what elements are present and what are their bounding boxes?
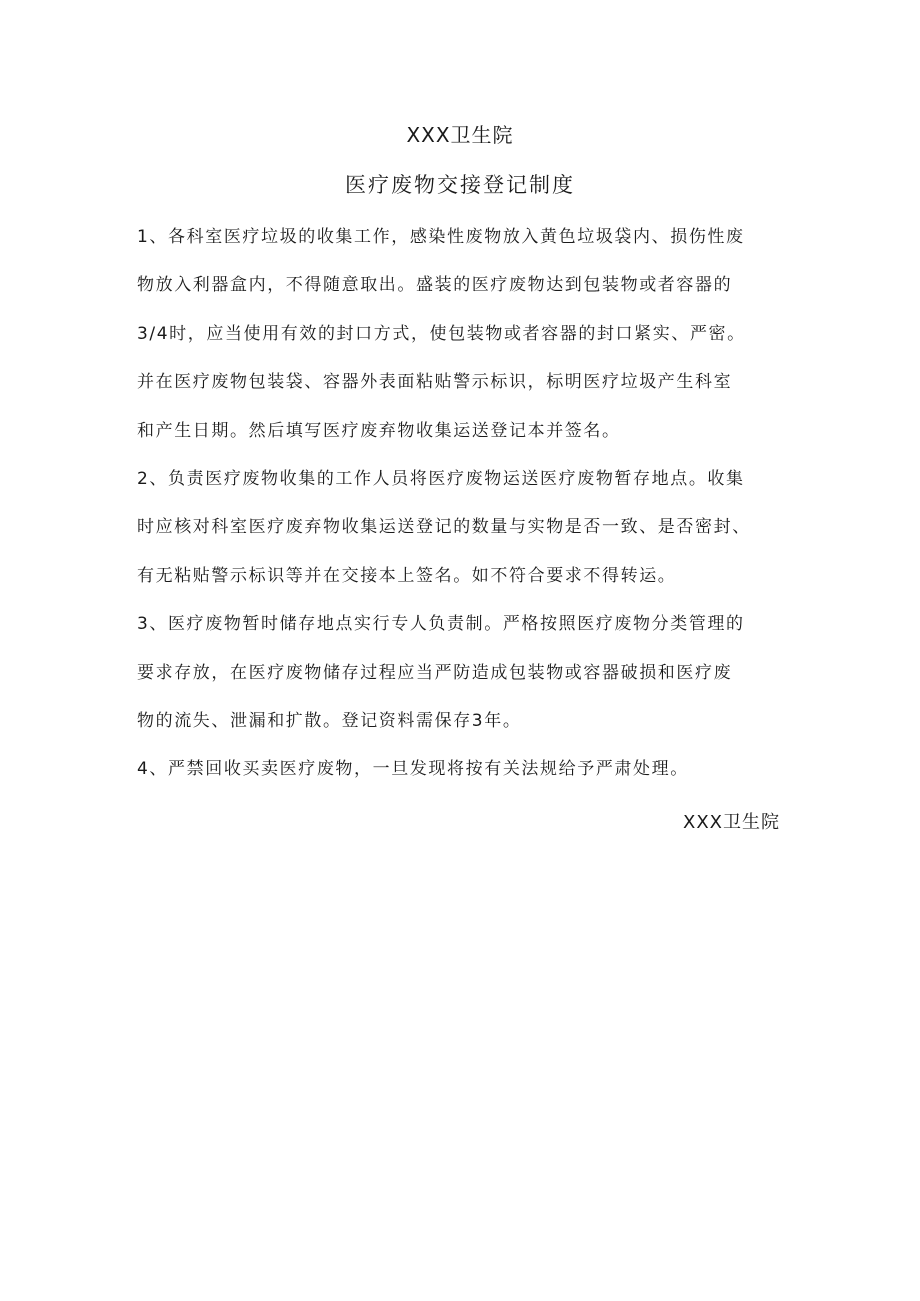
document-title: 医疗废物交接登记制度 [345, 173, 575, 197]
regulation-item-3 [137, 600, 787, 745]
regulation-body [137, 213, 787, 794]
hospital-name-heading: XXX卫生院 [406, 123, 514, 147]
text-line: 1、各科室医疗垃圾的收集工作，感染性废物放入黄色垃圾袋内、损伤性废 [137, 227, 745, 247]
regulation-item-2 [137, 455, 787, 600]
regulation-item-1 [137, 213, 787, 455]
regulation-item-4 [137, 745, 787, 793]
text-line: 要求存放，在医疗废物储存过程应当严防造成包装物或容器破损和医疗废 [137, 662, 733, 683]
signature-hospital-name: XXX卫生院 [683, 812, 780, 833]
text-line: 3、医疗废物暂时储存地点实行专人负责制。严格按照医疗废物分类管理的 [137, 614, 745, 635]
text-line: 有无粘贴警示标识等并在交接本上签名。如不符合要求不得转运。 [137, 565, 677, 586]
text-line: 物的流失、泄漏和扩散。登记资料需保存3年。 [137, 711, 522, 732]
text-line: 2、负责医疗废物收集的工作人员将医疗废物运送医疗废物暂存地点。收集 [137, 469, 745, 490]
text-line: 3/4时，应当使用有效的封口方式，使包装物或者容器的封口紧实、严密。 [137, 323, 746, 344]
text-line: 4、严禁回收买卖医疗废物，一旦发现将按有关法规给予严肃处理。 [137, 759, 689, 780]
text-line: 时应核对科室医疗废弃物收集运送登记的数量与实物是否一致、是否密封、 [137, 517, 751, 538]
text-line: 和产生日期。然后填写医疗废弃物收集运送登记本并签名。 [137, 420, 621, 441]
text-line: 物放入利器盒内，不得随意取出。盛装的医疗废物达到包装物或者容器的 [137, 275, 733, 296]
text-line: 并在医疗废物包装袋、容器外表面粘贴警示标识，标明医疗垃圾产生科室 [137, 372, 733, 393]
